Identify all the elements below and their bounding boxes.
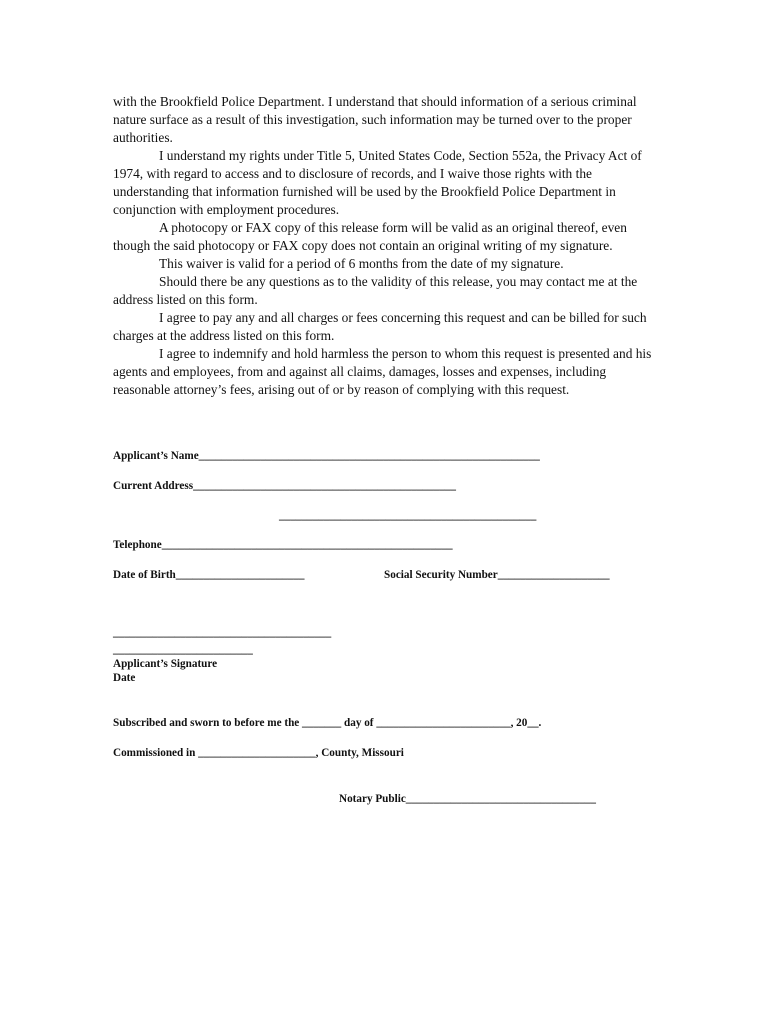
commissioned-line[interactable]: Commissioned in _____________________, County, Missouri (113, 747, 404, 759)
paragraph-indemnify: I agree to indemnify and hold harmless the person to whom this request is presented and his agents and employees, from and against all claims, damages, losses and expenses, including reasonable attorney’s fees, arising out of or by reason of complying with this request. (113, 346, 652, 397)
release-terms-text (113, 93, 658, 399)
telephone-field[interactable]: Telephone____________________________________________________ (113, 539, 453, 551)
signature-line[interactable]: _______________________________________ (113, 627, 332, 639)
paragraph-validity-period: This waiver is valid for a period of 6 months from the date of my signature. (159, 256, 564, 271)
address-line2-field[interactable]: ______________________________________________ (279, 510, 537, 522)
notary-public-line[interactable]: Notary Public__________________________________ (339, 793, 596, 805)
paragraph-photocopy: A photocopy or FAX copy of this release form will be valid as an original thereof, even though the said photocopy or FAX copy does not contain an original writing of my signature. (113, 220, 627, 253)
date-label: Date (113, 672, 136, 684)
applicant-name-field[interactable]: Applicant’s Name_____________________________________________________________ (113, 450, 540, 462)
date-line[interactable]: _________________________ (113, 644, 253, 656)
ssn-field[interactable]: Social Security Number____________________ (384, 569, 610, 581)
paragraph-questions: Should there be any questions as to the validity of this release, you may contact me at the address listed on this form. (113, 274, 638, 307)
subscribed-sworn-line[interactable]: Subscribed and sworn to before me the _______ day of ________________________, 20__. (113, 717, 542, 729)
signature-label: Applicant’s Signature (113, 658, 218, 670)
date-of-birth-field[interactable]: Date of Birth_______________________ (113, 569, 305, 581)
paragraph-charges: I agree to pay any and all charges or fees concerning this request and can be billed for such charges at the address listed on this form. (113, 310, 647, 343)
current-address-field[interactable]: Current Address_______________________________________________ (113, 480, 456, 492)
paragraph-privacy-act: I understand my rights under Title 5, United States Code, Section 552a, the Privacy Act of 1974, with regard to access and to disclosure of records, and I waive those rights with the understanding that information furnished will be used by the Brookfield Police Department in conjunction with employment procedures. (113, 148, 642, 217)
paragraph-investigation: with the Brookfield Police Department. I understand that should information of a serious criminal nature surface as a result of this investigation, such information may be turned over to the proper authorities. (113, 94, 637, 145)
